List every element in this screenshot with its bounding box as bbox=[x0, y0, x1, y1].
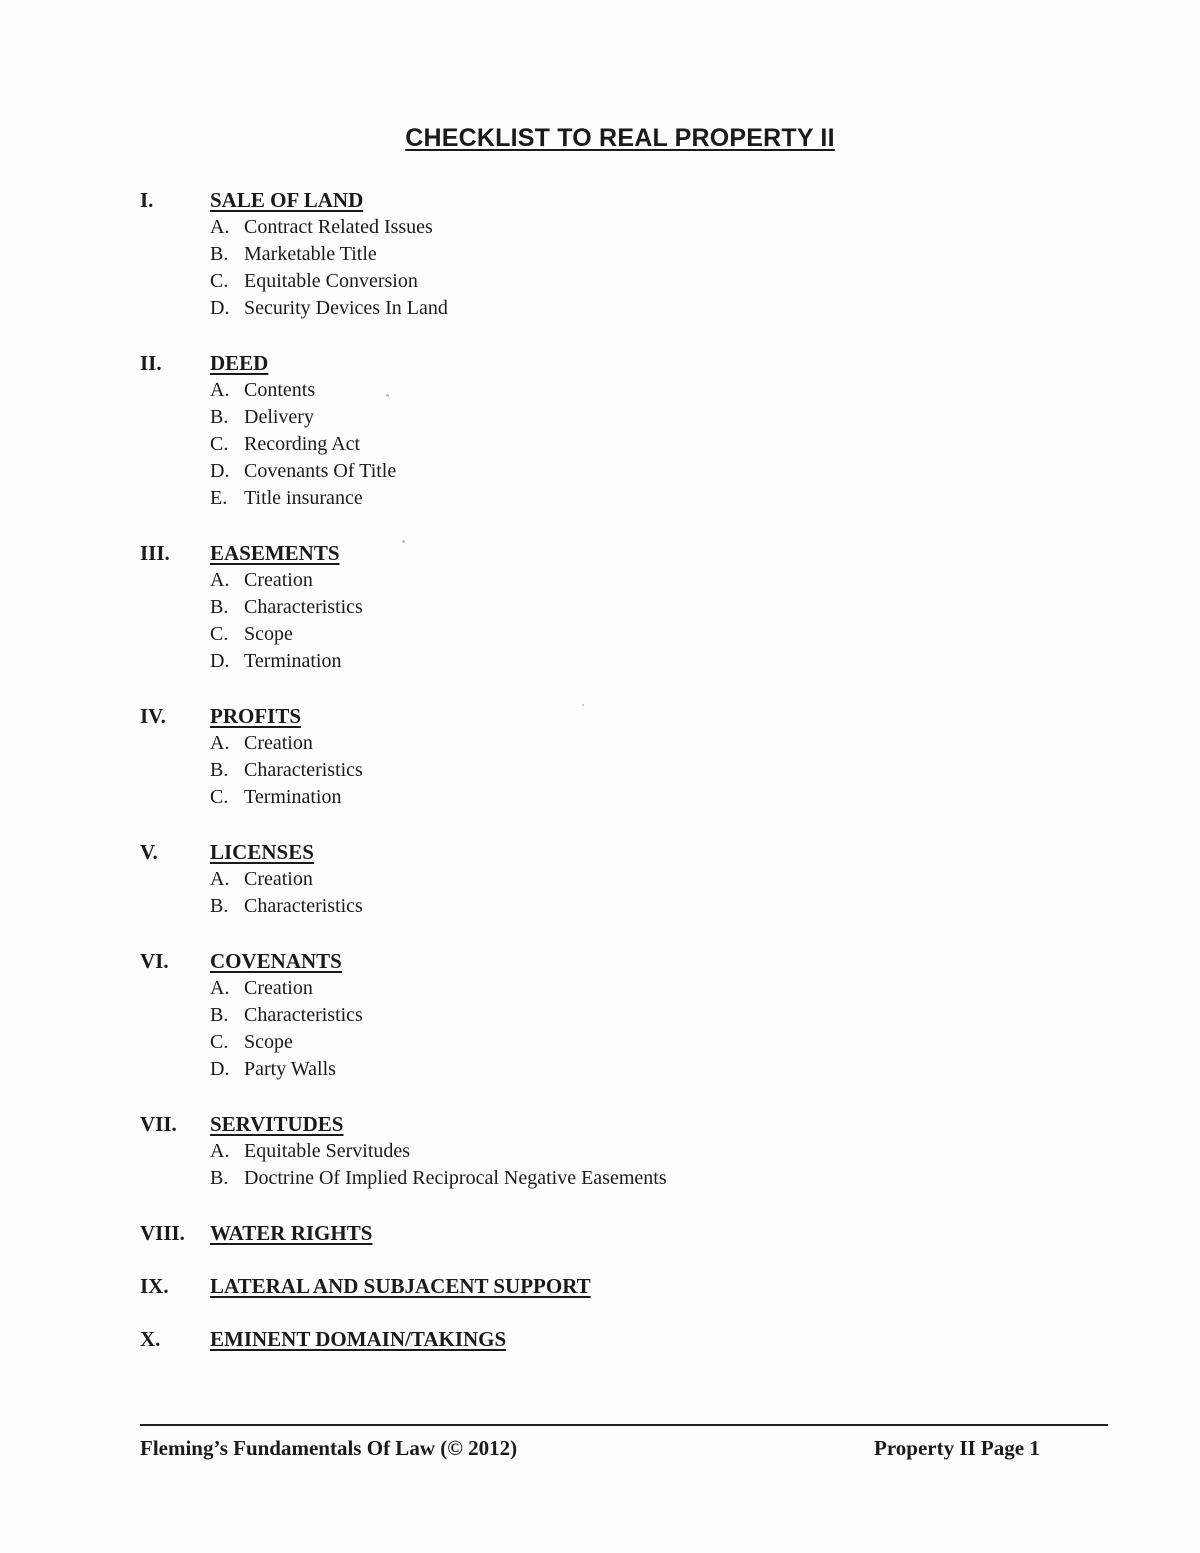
subtopic-letter: A. bbox=[210, 569, 230, 591]
subtopic-text: Characteristics bbox=[244, 596, 363, 618]
subtopic-letter: C. bbox=[210, 270, 229, 292]
subtopic-item bbox=[210, 893, 1040, 920]
outline-section bbox=[140, 702, 1040, 811]
subtopic-item bbox=[210, 404, 1040, 431]
subtopic-letter: A. bbox=[210, 732, 230, 754]
subtopic-letter: C. bbox=[210, 433, 229, 455]
subtopic-item bbox=[210, 1002, 1040, 1029]
section-heading bbox=[140, 1110, 1040, 1138]
subtopic-letter: B. bbox=[210, 243, 229, 265]
outline-section bbox=[140, 1272, 1040, 1300]
section-heading bbox=[140, 947, 1040, 975]
subtopic-item bbox=[210, 1056, 1040, 1083]
outline-section bbox=[140, 186, 1040, 322]
subtopic-item bbox=[210, 757, 1040, 784]
subtopic-list bbox=[140, 730, 1040, 811]
subtopic-letter: A. bbox=[210, 216, 230, 238]
footer-divider bbox=[140, 1424, 1108, 1426]
subtopic-letter: D. bbox=[210, 460, 230, 482]
section-numeral: V. bbox=[140, 840, 158, 864]
scan-speck bbox=[386, 394, 389, 397]
section-title: COVENANTS bbox=[210, 949, 342, 973]
section-title: SALE OF LAND bbox=[210, 188, 364, 212]
subtopic-item bbox=[210, 866, 1040, 893]
section-heading bbox=[140, 1219, 1040, 1247]
section-heading bbox=[140, 1325, 1040, 1353]
section-numeral: IV. bbox=[140, 704, 166, 728]
subtopic-text: Termination bbox=[244, 650, 342, 672]
subtopic-item bbox=[210, 1029, 1040, 1056]
checklist-outline bbox=[140, 186, 1040, 1378]
subtopic-item bbox=[210, 458, 1040, 485]
subtopic-item bbox=[210, 621, 1040, 648]
subtopic-item bbox=[210, 567, 1040, 594]
section-heading bbox=[140, 838, 1040, 866]
section-heading bbox=[140, 1272, 1040, 1300]
outline-section bbox=[140, 1325, 1040, 1353]
section-numeral: X. bbox=[140, 1327, 161, 1351]
section-numeral: IX. bbox=[140, 1274, 169, 1298]
subtopic-item bbox=[210, 730, 1040, 757]
subtopic-list bbox=[140, 1138, 1040, 1192]
section-numeral: VIII. bbox=[140, 1221, 185, 1245]
section-title: EMINENT DOMAIN/TAKINGS bbox=[210, 1327, 507, 1351]
subtopic-text: Delivery bbox=[244, 406, 314, 428]
subtopic-text: Party Walls bbox=[244, 1058, 336, 1080]
subtopic-text: Covenants Of Title bbox=[244, 460, 397, 482]
subtopic-text: Creation bbox=[244, 977, 313, 999]
subtopic-text: Creation bbox=[244, 569, 313, 591]
subtopic-letter: D. bbox=[210, 1058, 230, 1080]
subtopic-item bbox=[210, 241, 1040, 268]
scan-speck bbox=[582, 704, 584, 706]
subtopic-letter: A. bbox=[210, 868, 230, 890]
subtopic-letter: B. bbox=[210, 1004, 229, 1026]
subtopic-letter: B. bbox=[210, 759, 229, 781]
subtopic-list bbox=[140, 975, 1040, 1083]
subtopic-text: Security Devices In Land bbox=[244, 297, 448, 319]
subtopic-list bbox=[140, 567, 1040, 675]
section-numeral: I. bbox=[140, 188, 154, 212]
section-heading bbox=[140, 539, 1040, 567]
subtopic-text: Recording Act bbox=[244, 433, 361, 455]
subtopic-item bbox=[210, 295, 1040, 322]
subtopic-item bbox=[210, 485, 1040, 512]
outline-section bbox=[140, 539, 1040, 675]
subtopic-text: Contract Related Issues bbox=[244, 216, 433, 238]
footer-page-number: Property II Page 1 bbox=[874, 1436, 1040, 1460]
subtopic-text: Characteristics bbox=[244, 1004, 363, 1026]
subtopic-text: Marketable Title bbox=[244, 243, 377, 265]
subtopic-item bbox=[210, 214, 1040, 241]
subtopic-list bbox=[140, 866, 1040, 920]
subtopic-letter: A. bbox=[210, 379, 230, 401]
scan-speck bbox=[402, 540, 405, 543]
section-title: WATER RIGHTS bbox=[210, 1221, 373, 1245]
subtopic-letter: B. bbox=[210, 406, 229, 428]
section-title: LATERAL AND SUBJACENT SUPPORT bbox=[210, 1274, 591, 1298]
footer-copyright: Fleming’s Fundamentals Of Law (© 2012) bbox=[140, 1436, 518, 1460]
subtopic-text: Contents bbox=[244, 379, 316, 401]
subtopic-list bbox=[140, 214, 1040, 322]
subtopic-text: Scope bbox=[244, 623, 293, 645]
subtopic-item bbox=[210, 784, 1040, 811]
subtopic-text: Creation bbox=[244, 732, 313, 754]
subtopic-list bbox=[140, 377, 1040, 512]
outline-section bbox=[140, 1110, 1040, 1192]
subtopic-text: Termination bbox=[244, 786, 342, 808]
subtopic-item bbox=[210, 431, 1040, 458]
section-numeral: III. bbox=[140, 541, 170, 565]
subtopic-item bbox=[210, 377, 1040, 404]
section-title: PROFITS bbox=[210, 704, 302, 728]
subtopic-text: Equitable Conversion bbox=[244, 270, 418, 292]
section-title: DEED bbox=[210, 351, 269, 375]
subtopic-text: Equitable Servitudes bbox=[244, 1140, 411, 1162]
subtopic-item bbox=[210, 1138, 1040, 1165]
subtopic-letter: D. bbox=[210, 650, 230, 672]
subtopic-text: Title insurance bbox=[244, 487, 363, 509]
subtopic-letter: C. bbox=[210, 623, 229, 645]
outline-section bbox=[140, 1219, 1040, 1247]
subtopic-letter: E. bbox=[210, 487, 228, 509]
section-heading bbox=[140, 702, 1040, 730]
section-numeral: VI. bbox=[140, 949, 169, 973]
subtopic-item bbox=[210, 594, 1040, 621]
subtopic-letter: A. bbox=[210, 977, 230, 999]
subtopic-letter: C. bbox=[210, 1031, 229, 1053]
subtopic-item bbox=[210, 648, 1040, 675]
outline-section bbox=[140, 349, 1040, 512]
outline-section bbox=[140, 838, 1040, 920]
subtopic-item bbox=[210, 268, 1040, 295]
section-title: EASEMENTS bbox=[210, 541, 340, 565]
subtopic-text: Characteristics bbox=[244, 759, 363, 781]
subtopic-letter: A. bbox=[210, 1140, 230, 1162]
subtopic-text: Scope bbox=[244, 1031, 293, 1053]
subtopic-letter: B. bbox=[210, 895, 229, 917]
section-heading bbox=[140, 186, 1040, 214]
section-title: LICENSES bbox=[210, 840, 314, 864]
subtopic-letter: B. bbox=[210, 1167, 229, 1189]
section-numeral: II. bbox=[140, 351, 162, 375]
section-title: SERVITUDES bbox=[210, 1112, 344, 1136]
subtopic-letter: C. bbox=[210, 786, 229, 808]
subtopic-text: Doctrine Of Implied Reciprocal Negative Easements bbox=[244, 1167, 667, 1189]
section-heading bbox=[140, 349, 1040, 377]
subtopic-item bbox=[210, 1165, 1040, 1192]
subtopic-item bbox=[210, 975, 1040, 1002]
subtopic-letter: D. bbox=[210, 297, 230, 319]
outline-section bbox=[140, 947, 1040, 1083]
section-numeral: VII. bbox=[140, 1112, 177, 1136]
page-title: CHECKLIST TO REAL PROPERTY II bbox=[405, 124, 835, 152]
subtopic-letter: B. bbox=[210, 596, 229, 618]
subtopic-text: Characteristics bbox=[244, 895, 363, 917]
subtopic-text: Creation bbox=[244, 868, 313, 890]
